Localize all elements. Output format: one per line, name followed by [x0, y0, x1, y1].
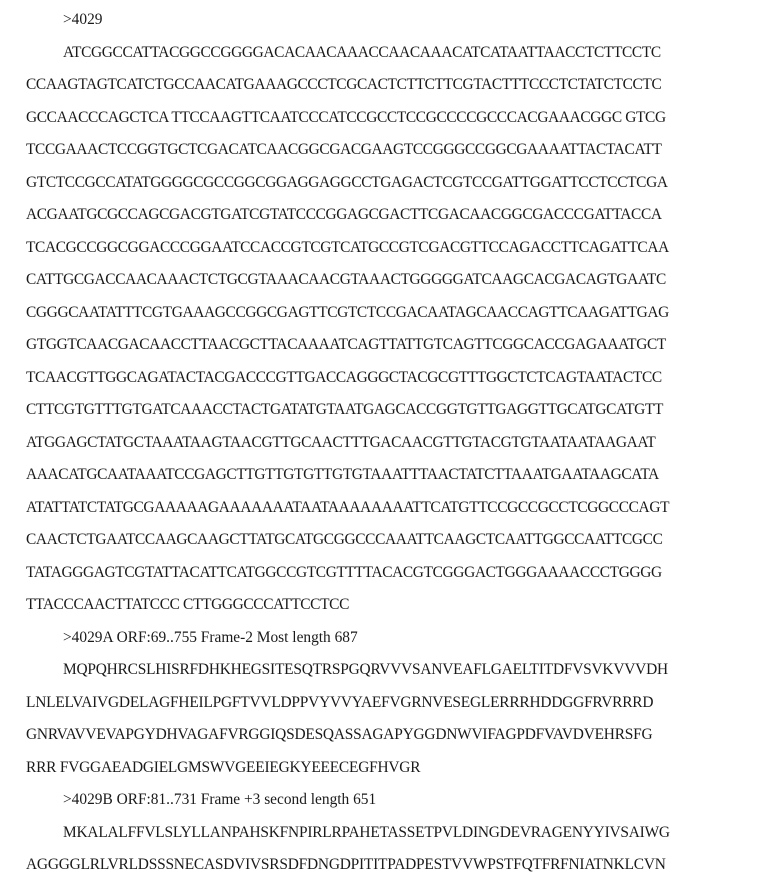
orf-header: >4029A ORF:69..755 Frame-2 Most length 687 — [63, 628, 358, 646]
dna-line: GTCTCCGCCATATGGGGCGCCGGCGGAGGAGGCCTGAGACTCGTCCGATTGGATTCCTCCTCGA — [26, 173, 668, 191]
dna-line: ACGAATGCGCCAGCGACGTGATCGTATCCCGGAGCGACTTCGACAACGGCGACCCGATTACCA — [26, 206, 662, 223]
dna-line: TTACCCAACTTATCCC CTTGGGCCCATTCCTCC — [26, 596, 349, 613]
dna-line: ATCGGCCATTACGGCCGGGGACACAACAAACCAACAAACATCATAATTAACCTCTTCCTC — [63, 43, 661, 61]
dna-line: TATAGGGAGTCGTATTACATTCATGGCCGTCGTTTTACACGTCGGGACTGGGAAAACCCTGGGG — [26, 563, 662, 581]
protein-line: LNLELVAIVGDELAGFHEILPGFTVVLDPPVYVVYAEFVGRNVESEGLERRRHDDGGFRVRRRD — [26, 693, 654, 711]
dna-line: CAACTCTGAATCCAAGCAAGCTTATGCATGCGGCCCAAATTCAAGCTCAATTGGCCAATTCGCC — [26, 531, 663, 548]
dna-line: CATTGCGACCAACAAACTCTGCGTAAACAACGTAAACTGGGGGATCAAGCACGACAGTGAATC — [26, 271, 666, 288]
dna-line: ATGGAGCTATGCTAAATAAGTAACGTTGCAACTTTGACAACGTTGTACGTGTAATAATAAGAAT — [26, 433, 656, 451]
protein-line: AGGGGLRLVRLDSSSNECASDVIVSRSDFDNGDPITITPADPESTVVWPSTFQTFRFNIATNKLCVN — [26, 856, 666, 873]
dna-line: TCAACGTTGGCAGATACTACGACCCGTTGACCAGGGCTACGCGTTTGGCTCTCAGTAATACTCC — [26, 368, 662, 386]
protein-line: GNRVAVVEVAPGYDHVAGAFVRGGIQSDESQASSAGAPYGGDNWVIFAGPDFVAVDVEHRSFG — [26, 726, 653, 743]
dna-line: CCAAGTAGTCATCTGCCAACATGAAAGCCCTCGCACTCTTCTTCGTACTTTCCCTCTATCTCCTC — [26, 76, 662, 93]
protein-line: MKALALFFVLSLYLLANPAHSKFNPIRLRPAHETASSETPVLDINGDEVRAGENYYIVSAIWG — [63, 823, 670, 841]
dna-line: TCCGAAACTCCGGTGCTCGACATCAACGGCGACGAAGTCCGGGCCGGCGAAAATTACTACATT — [26, 141, 662, 158]
dna-line: TCACGCCGGCGGACCCGGAATCCACCGTCGTCATGCCGTCGACGTTCCAGACCTTCAGATTCAA — [26, 238, 669, 256]
dna-line: CTTCGTGTTTGTGATCAAACCTACTGATATGTAATGAGCACCGGTGTTGAGGTTGCATGCATGTT — [26, 401, 664, 418]
orf-header: >4029B ORF:81..731 Frame +3 second length 651 — [63, 791, 377, 808]
dna-line: AAACATGCAATAAATCCGAGCTTGTTGTGTTGTGTAAATTTAACTATCTTAAATGAATAAGCATA — [26, 466, 659, 483]
dna-line: GCCAACCCAGCTCA TTCCAAGTTCAATCCCATCCGCCTCCGCCCCGCCCACGAAACGGC GTCG — [26, 108, 666, 126]
dna-line: CGGGCAATATTTCGTGAAAGCCGGCGAGTTCGTCTCCGACAATAGCAACCAGTTCAAGATTGAG — [26, 303, 669, 321]
dna-line: ATATTATCTATGCGAAAAAGAAAAAAATAATAAAAAAAATTCATGTTCCGCCGCCTCGGCCCAGT — [26, 498, 670, 516]
dna-line: GTGGTCAACGACAACCTTAACGCTTACAAAATCAGTTATTGTCAGTTCGGCACCGAGAAATGCT — [26, 336, 666, 353]
protein-line: RRR FVGGAEADGIELGMSWVGEEIEGKYEEECEGFHVGR — [26, 758, 421, 776]
protein-line: MQPQHRCSLHISRFDHKHEGSITESQTRSPGQRVVVSANVEAFLGAELTITDFVSVKVVVDH — [63, 661, 668, 678]
sequence-header: >4029 — [63, 11, 103, 28]
